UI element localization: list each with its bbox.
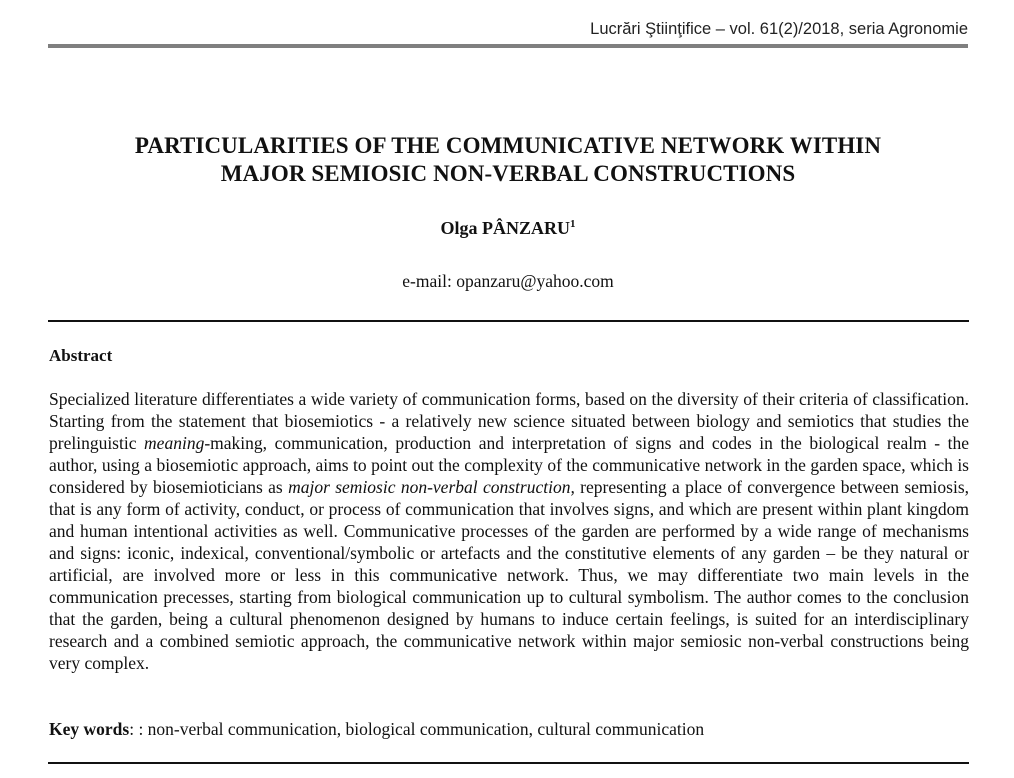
paper-title <box>48 132 968 188</box>
abstract-text-3: representing a place of convergence between semiosis, that is any form of activity, conduct, or process of communication that involves signs, and which are present within plant kingdom and human intentional activities as well. Communicative processes of the garden are performed by a wide range of mechanisms and signs: iconic, indexical, conventional/symbolic or artefacts and the constitutive elements of any garden – be they natural or artificial, are involved more or less in this communicative network. Thus, we may differentiate two main levels in the communication precesses, starting from biological communication up to cultural symbolism. The author comes to the conclusion that the garden, being a cultural phenomenon designed by humans to induce certain feelings, is suited for an interdisciplinary research and a combined semiotic approach, the communicative network within major semiosic non-verbal constructions being very complex. <box>49 477 969 673</box>
abstract-body <box>49 388 969 674</box>
top-divider <box>48 320 969 322</box>
abstract-text-1: Specialized literature differentiates a wide variety of communication forms, based on the diversity of their criteria of classification. Starting from the statement that biosemiotics - a relatively new science situated between biology and semiotics that studies the prelinguistic <box>49 389 969 453</box>
author <box>48 217 968 239</box>
title-line-1: PARTICULARITIES OF THE COMMUNICATIVE NETWORK WITHIN <box>134 133 882 158</box>
keywords-text: : : non-verbal communication, biological communication, cultural communication <box>129 719 705 739</box>
keywords <box>49 718 969 740</box>
author-affiliation-marker: 1 <box>570 218 576 230</box>
abstract-text-2: -making, communication, production and interpretation of signs and codes in the biological realm - the author, using a biosemiotic approach, aims to point out the complexity of the communicative network in the garden space, which is considered by biosemioticians as <box>49 433 970 497</box>
running-head: Lucrări Ştiinţifice – vol. 61(2)/2018, seria Agronomie <box>590 20 968 38</box>
keywords-label: Key words <box>49 719 130 739</box>
author-name: Olga PÂNZARU <box>440 218 570 238</box>
author-email: e-mail: opanzaru@yahoo.com <box>402 271 614 291</box>
abstract-italic-meaning: meaning <box>144 433 205 453</box>
header-rule <box>48 44 968 48</box>
title-line-2: MAJOR SEMIOSIC NON-VERBAL CONSTRUCTIONS <box>220 161 796 186</box>
abstract-heading: Abstract <box>49 346 113 365</box>
abstract-italic-construction: major semiosic non-verbal construction, <box>288 477 575 497</box>
bottom-divider <box>48 762 969 764</box>
